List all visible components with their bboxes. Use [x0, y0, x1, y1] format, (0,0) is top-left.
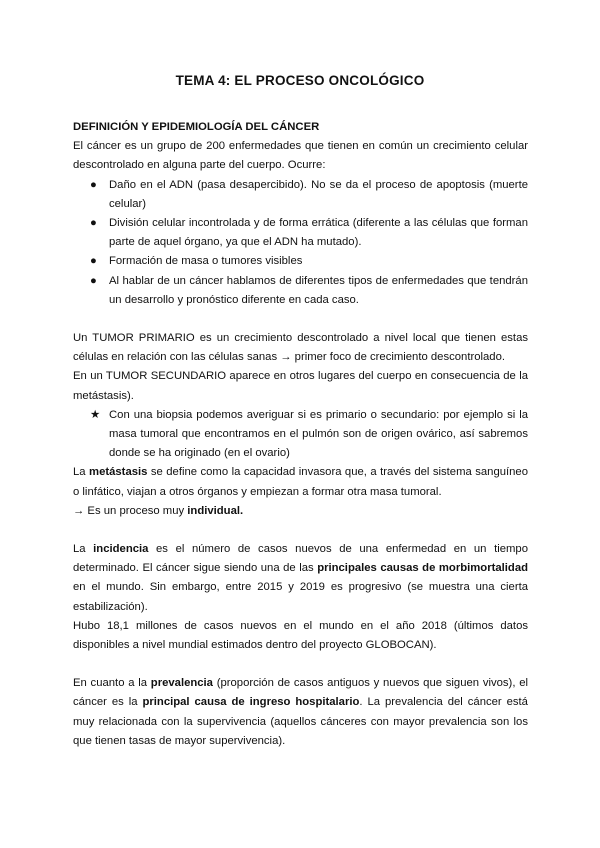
list-item-text: División celular incontrolada y de forma errática (diferente a las células que forman parte de aquel órgano, ya que el ADN ha mutado).: [109, 217, 528, 249]
section-heading: DEFINICIÓN Y EPIDEMIOLOGÍA DEL CÁNCER: [73, 121, 320, 133]
bullet-icon: ●: [90, 255, 97, 268]
list-item-text: Daño en el ADN (pasa desapercibido). No se da el proceso de apoptosis (muerte celular): [109, 178, 528, 210]
star-icon: ★: [90, 408, 101, 421]
bullet-icon: ●: [90, 274, 97, 287]
tumor-primario-paragraph: Un TUMOR PRIMARIO es un crecimiento descontrolado a nivel local que tienen estas células en relación con las células sanas → primer foco de crecimiento descontrolado.: [73, 332, 528, 364]
metastasis-term: metástasis: [89, 466, 148, 479]
document-body: [73, 118, 528, 751]
list-item: [73, 406, 528, 464]
list-item: [73, 272, 528, 310]
metastasis-paragraph: La metástasis se define como la capacidad invasora que, a través del sistema sanguíneo o linfático, viajan a otros órganos y empiezan a formar otra masa tumoral.: [73, 466, 528, 498]
biopsy-list: [73, 406, 528, 464]
incidencia-paragraph: La incidencia es el número de casos nuevos de una enfermedad en un tiempo determinado. El cáncer sigue siendo una de las principales causas de morbimortalidad en el mundo. Sin embargo, entre 2015 y 2019 es progresivo (se muestra una cierta estabilización).: [73, 543, 529, 613]
individual-term: individual.: [187, 504, 244, 517]
ingreso-term: principal causa de ingreso hospitalario: [142, 696, 360, 709]
list-item: [73, 214, 528, 252]
list-item-text: Formación de masa o tumores visibles: [109, 255, 303, 268]
cause-list: [73, 176, 528, 310]
list-item: [73, 176, 528, 214]
bullet-icon: ●: [90, 217, 97, 230]
prevalencia-paragraph: En cuanto a la prevalencia (proporción de casos antiguos y nuevos que siguen vivos), el cáncer es la principal causa de ingreso hospitalario. La prevalencia del cáncer está muy relacionada con la supervivencia (aquellos cánceres con mayor prevalencia son los que tienen tasas de mayor supervivencia).: [73, 677, 528, 747]
morbimortalidad-term: principales causas de morbimortalidad: [317, 562, 529, 575]
tumor-secundario-paragraph: En un TUMOR SECUNDARIO aparece en otros lugares del cuerpo en consecuencia de la metástasis).: [73, 370, 528, 402]
list-item: [73, 252, 528, 271]
list-item-text: Con una biopsia podemos averiguar si es primario o secundario: por ejemplo si la masa tumoral que encontramos en el pulmón son de origen ovárico, así sabremos donde se ha originado (en el ovario): [109, 408, 528, 460]
incidencia-term: incidencia: [93, 543, 149, 556]
bullet-icon: ●: [90, 178, 97, 191]
intro-paragraph: El cáncer es un grupo de 200 enfermedades que tienen en común un crecimiento celular descontrolado en alguna parte del cuerpo. Ocurre:: [73, 140, 528, 172]
list-item-text: Al hablar de un cáncer hablamos de diferentes tipos de enfermedades que tendrán un desarrollo y pronóstico diferente en cada caso.: [109, 274, 528, 306]
page-title: TEMA 4: EL PROCESO ONCOLÓGICO: [175, 73, 425, 88]
individual-note: → Es un proceso muy individual.: [73, 504, 244, 517]
globocan-paragraph: Hubo 18,1 millones de casos nuevos en el mundo en el año 2018 (últimos datos disponibles a nivel mundial estimados dentro del proyecto GLOBOCAN).: [73, 619, 528, 652]
prevalencia-term: prevalencia: [150, 677, 213, 690]
